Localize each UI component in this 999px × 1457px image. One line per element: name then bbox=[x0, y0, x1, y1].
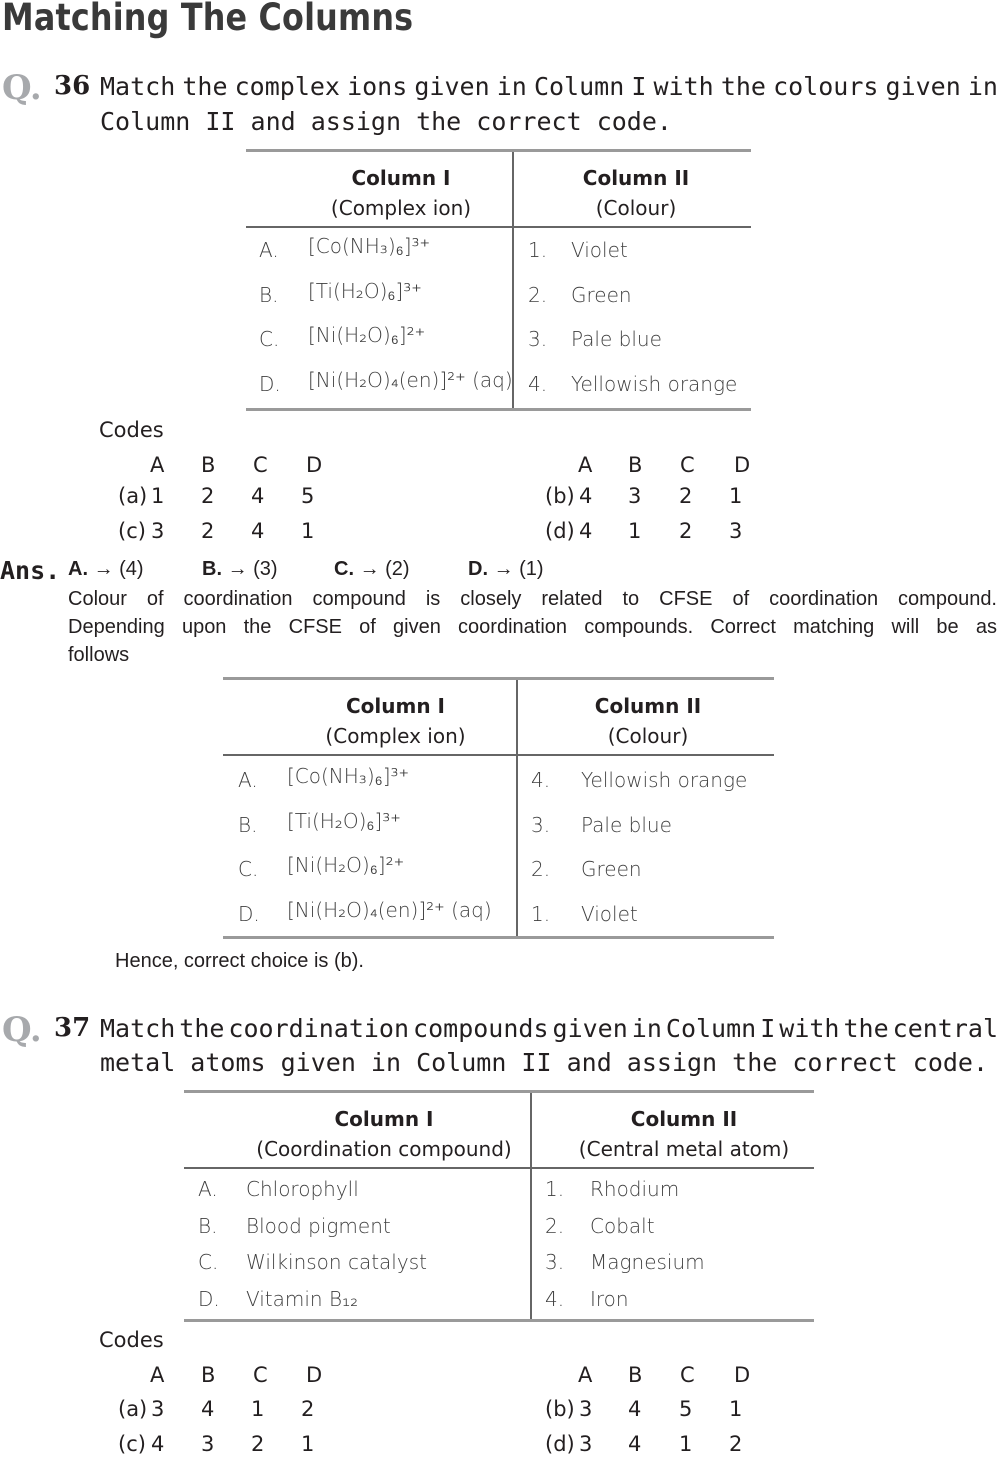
q36-option-value: 1 bbox=[729, 484, 743, 508]
answer-right-text: Pale blue bbox=[581, 813, 672, 837]
q36-left-label: C. bbox=[259, 327, 280, 351]
q36-col2-header bbox=[536, 163, 736, 223]
q36-right-label: 2. bbox=[528, 283, 548, 307]
answer-right-label: 2. bbox=[531, 857, 551, 881]
q36-left-formula: [Ni(H₂O)₄(en)]²⁺ (aq) bbox=[308, 368, 513, 392]
q37-left-label: D. bbox=[198, 1287, 220, 1311]
q36-option-value: 1 bbox=[151, 484, 165, 508]
answer-conclusion: Hence, correct choice is (b). bbox=[115, 950, 364, 972]
answer-right-label: 4. bbox=[531, 768, 551, 792]
question-text-line1-q36 bbox=[100, 72, 998, 101]
q37-option-value: 1 bbox=[729, 1397, 743, 1421]
question-number-q37: 37 bbox=[54, 1013, 91, 1043]
page-title: Matching The Columns bbox=[2, 0, 414, 39]
q37-left-text: Vitamin B₁₂ bbox=[246, 1287, 359, 1311]
q37-option-value: 4 bbox=[628, 1397, 642, 1421]
question-word: complex bbox=[234, 72, 340, 101]
q37-option-value: 1 bbox=[251, 1397, 265, 1421]
q37-right-text: Rhodium bbox=[590, 1177, 680, 1201]
q37-option-value: 3 bbox=[201, 1432, 215, 1456]
q36-right-text: Yellowish orange bbox=[571, 372, 738, 396]
q36-code-letter: D bbox=[734, 453, 751, 477]
q37-right-label: 2. bbox=[545, 1214, 565, 1238]
question-mark-q37: Q. bbox=[2, 1010, 42, 1050]
q36-option-value: 3 bbox=[628, 484, 642, 508]
answer-col2-title: Column II bbox=[594, 694, 702, 718]
answer-left-formula: [Co(NH₃)₆]³⁺ bbox=[287, 764, 410, 788]
answer-right-text: Yellowish orange bbox=[581, 768, 748, 792]
q37-code-letter: A bbox=[150, 1363, 165, 1387]
question-word: Column bbox=[533, 72, 625, 101]
q37-option-c[interactable]: (c) bbox=[118, 1432, 146, 1456]
q37-option-value: 2 bbox=[251, 1432, 265, 1456]
question-word: I bbox=[631, 72, 647, 101]
q36-left-formula: [Ti(H₂O)₆]³⁺ bbox=[308, 279, 422, 303]
question-word: in bbox=[496, 72, 527, 101]
question-word: the bbox=[843, 1014, 889, 1043]
question-word: the bbox=[179, 1014, 225, 1043]
q36-right-text: Pale blue bbox=[571, 327, 662, 351]
q37-left-text: Wilkinson catalyst bbox=[246, 1250, 427, 1274]
question-word: compounds bbox=[413, 1014, 549, 1043]
answer-left-label: D. bbox=[238, 902, 260, 926]
q36-left-label: A. bbox=[259, 238, 279, 262]
q36-right-text: Violet bbox=[571, 238, 628, 262]
q37-code-letter: C bbox=[253, 1363, 268, 1387]
q36-option-value: 2 bbox=[201, 519, 215, 543]
q36-option-value: 2 bbox=[679, 484, 693, 508]
q37-col2-header bbox=[564, 1104, 804, 1164]
answer-right-label: 3. bbox=[531, 813, 551, 837]
answer-label: Ans. bbox=[0, 556, 61, 585]
question-number-q36: 36 bbox=[54, 71, 91, 101]
answer-col2-subtitle: (Colour) bbox=[607, 724, 689, 748]
q36-code-letter: A bbox=[150, 453, 165, 477]
answer-match-b: B. → (3) bbox=[202, 558, 278, 580]
question-word: I bbox=[760, 1014, 776, 1043]
q36-option-value: 4 bbox=[579, 484, 593, 508]
q36-code-letter: C bbox=[253, 453, 268, 477]
question-word: Match bbox=[100, 1014, 176, 1043]
question-word: given bbox=[552, 1014, 628, 1043]
q36-option-value: 5 bbox=[301, 484, 315, 508]
answer-left-formula: [Ni(H₂O)₆]²⁺ bbox=[287, 853, 405, 877]
answer-match-table bbox=[223, 677, 774, 939]
answer-left-label: C. bbox=[238, 857, 259, 881]
q36-code-letter: C bbox=[680, 453, 695, 477]
q37-right-label: 1. bbox=[545, 1177, 565, 1201]
q37-code-letter: D bbox=[734, 1363, 751, 1387]
q37-right-label: 4. bbox=[545, 1287, 565, 1311]
q37-option-b[interactable]: (b) bbox=[545, 1397, 575, 1421]
question-text-line1-q37 bbox=[100, 1014, 998, 1043]
q36-option-value: 3 bbox=[729, 519, 743, 543]
question-mark-q36: Q. bbox=[2, 68, 42, 108]
q37-option-value: 1 bbox=[301, 1432, 315, 1456]
answer-right-label: 1. bbox=[531, 902, 551, 926]
q37-code-letter: C bbox=[680, 1363, 695, 1387]
q37-option-value: 4 bbox=[201, 1397, 215, 1421]
question-word: ions bbox=[347, 72, 408, 101]
q37-match-table bbox=[184, 1090, 814, 1322]
q37-left-text: Blood pigment bbox=[246, 1214, 391, 1238]
q37-col1-title: Column I bbox=[334, 1107, 434, 1131]
q37-option-value: 3 bbox=[579, 1397, 593, 1421]
q37-right-text: Iron bbox=[590, 1287, 629, 1311]
q37-col1-header bbox=[234, 1104, 534, 1164]
question-word: Match bbox=[100, 72, 176, 101]
q36-option-value: 4 bbox=[579, 519, 593, 543]
question-word: the bbox=[182, 72, 228, 101]
q36-match-table bbox=[246, 149, 751, 411]
answer-left-label: A. bbox=[238, 768, 258, 792]
q37-option-value: 5 bbox=[679, 1397, 693, 1421]
q37-option-value: 2 bbox=[729, 1432, 743, 1456]
question-word: given bbox=[885, 72, 961, 101]
answer-right-text: Green bbox=[581, 857, 642, 881]
q36-option-a[interactable]: (a) bbox=[118, 484, 148, 508]
q37-option-value: 4 bbox=[151, 1432, 165, 1456]
q37-option-value: 1 bbox=[679, 1432, 693, 1456]
question-word: in bbox=[631, 1014, 662, 1043]
q37-option-value: 3 bbox=[579, 1432, 593, 1456]
q36-col2-title: Column II bbox=[582, 166, 690, 190]
question-word: Column bbox=[665, 1014, 757, 1043]
question-word: central bbox=[892, 1014, 998, 1043]
q36-left-label: D. bbox=[259, 372, 281, 396]
q37-code-letter: A bbox=[578, 1363, 593, 1387]
question-text-line2-q37: metal atoms given in Column II and assign the correct code. bbox=[100, 1048, 989, 1077]
q36-code-letter: B bbox=[628, 453, 643, 477]
q36-code-letter: A bbox=[578, 453, 593, 477]
q36-col1-title: Column I bbox=[351, 166, 451, 190]
answer-explanation-line3: follows bbox=[68, 644, 130, 666]
question-word: in bbox=[967, 72, 998, 101]
q37-code-letter: B bbox=[201, 1363, 216, 1387]
q37-right-label: 3. bbox=[545, 1250, 565, 1274]
q36-right-label: 1. bbox=[528, 238, 548, 262]
answer-col2-header bbox=[543, 691, 753, 751]
q37-right-text: Magnesium bbox=[590, 1250, 705, 1274]
q36-code-letter: B bbox=[201, 453, 216, 477]
q36-code-letter: D bbox=[306, 453, 323, 477]
q36-option-value: 4 bbox=[251, 519, 265, 543]
answer-left-label: B. bbox=[238, 813, 258, 837]
q36-option-value: 2 bbox=[201, 484, 215, 508]
question-text-line2-q36: Column II and assign the correct code. bbox=[100, 107, 672, 136]
question-word: the bbox=[720, 72, 766, 101]
answer-explanation-line1: Colour of coordination compound is closely related to CFSE of coordination compound. bbox=[68, 588, 997, 610]
q37-left-label: B. bbox=[198, 1214, 218, 1238]
q37-option-value: 3 bbox=[151, 1397, 165, 1421]
q37-option-d[interactable]: (d) bbox=[545, 1432, 575, 1456]
q36-option-value: 4 bbox=[251, 484, 265, 508]
answer-right-text: Violet bbox=[581, 902, 638, 926]
q37-option-value: 4 bbox=[628, 1432, 642, 1456]
q36-option-value: 2 bbox=[679, 519, 693, 543]
q37-option-a[interactable]: (a) bbox=[118, 1397, 148, 1421]
q36-option-d[interactable]: (d) bbox=[545, 519, 575, 543]
q37-col1-subtitle: (Coordination compound) bbox=[256, 1137, 512, 1161]
answer-match-c: C. → (2) bbox=[334, 558, 410, 580]
question-word: coordination bbox=[228, 1014, 410, 1043]
q36-right-label: 4. bbox=[528, 372, 548, 396]
q36-left-formula: [Co(NH₃)₆]³⁺ bbox=[308, 234, 431, 258]
q36-option-value: 3 bbox=[151, 519, 165, 543]
q36-right-label: 3. bbox=[528, 327, 548, 351]
answer-col1-subtitle: (Complex ion) bbox=[325, 724, 466, 748]
q36-col1-header bbox=[296, 163, 506, 223]
q37-col2-subtitle: (Central metal atom) bbox=[578, 1137, 790, 1161]
q37-right-text: Cobalt bbox=[590, 1214, 655, 1238]
q36-option-b[interactable]: (b) bbox=[545, 484, 575, 508]
q37-left-label: A. bbox=[198, 1177, 218, 1201]
answer-match-d: D. → (1) bbox=[468, 558, 544, 580]
q37-code-letter: B bbox=[628, 1363, 643, 1387]
q37-code-letter: D bbox=[306, 1363, 323, 1387]
q37-left-label: C. bbox=[198, 1250, 219, 1274]
answer-col1-header bbox=[293, 691, 498, 751]
question-word: with bbox=[779, 1014, 840, 1043]
answer-col1-title: Column I bbox=[346, 694, 445, 718]
q36-left-label: B. bbox=[259, 283, 279, 307]
q36-option-value: 1 bbox=[628, 519, 642, 543]
question-word: given bbox=[414, 72, 490, 101]
q36-codes-heading: Codes bbox=[99, 418, 164, 442]
q37-option-value: 2 bbox=[301, 1397, 315, 1421]
q36-col2-subtitle: (Colour) bbox=[595, 196, 677, 220]
answer-left-formula: [Ti(H₂O)₆]³⁺ bbox=[287, 809, 401, 833]
q37-codes-heading: Codes bbox=[99, 1328, 164, 1352]
answer-explanation-line2: Depending upon the CFSE of given coordination compounds. Correct matching will be as bbox=[68, 616, 997, 638]
q36-option-value: 1 bbox=[301, 519, 315, 543]
q36-right-text: Green bbox=[571, 283, 632, 307]
q36-col1-subtitle: (Complex ion) bbox=[330, 196, 472, 220]
q36-option-c[interactable]: (c) bbox=[118, 519, 146, 543]
q37-left-text: Chlorophyll bbox=[246, 1177, 359, 1201]
q37-col2-title: Column II bbox=[630, 1107, 738, 1131]
answer-left-formula: [Ni(H₂O)₄(en)]²⁺ (aq) bbox=[287, 898, 492, 922]
question-word: with bbox=[653, 72, 714, 101]
q36-left-formula: [Ni(H₂O)₆]²⁺ bbox=[308, 323, 426, 347]
question-word: colours bbox=[773, 72, 879, 101]
answer-match-a: A. → (4) bbox=[68, 558, 144, 580]
